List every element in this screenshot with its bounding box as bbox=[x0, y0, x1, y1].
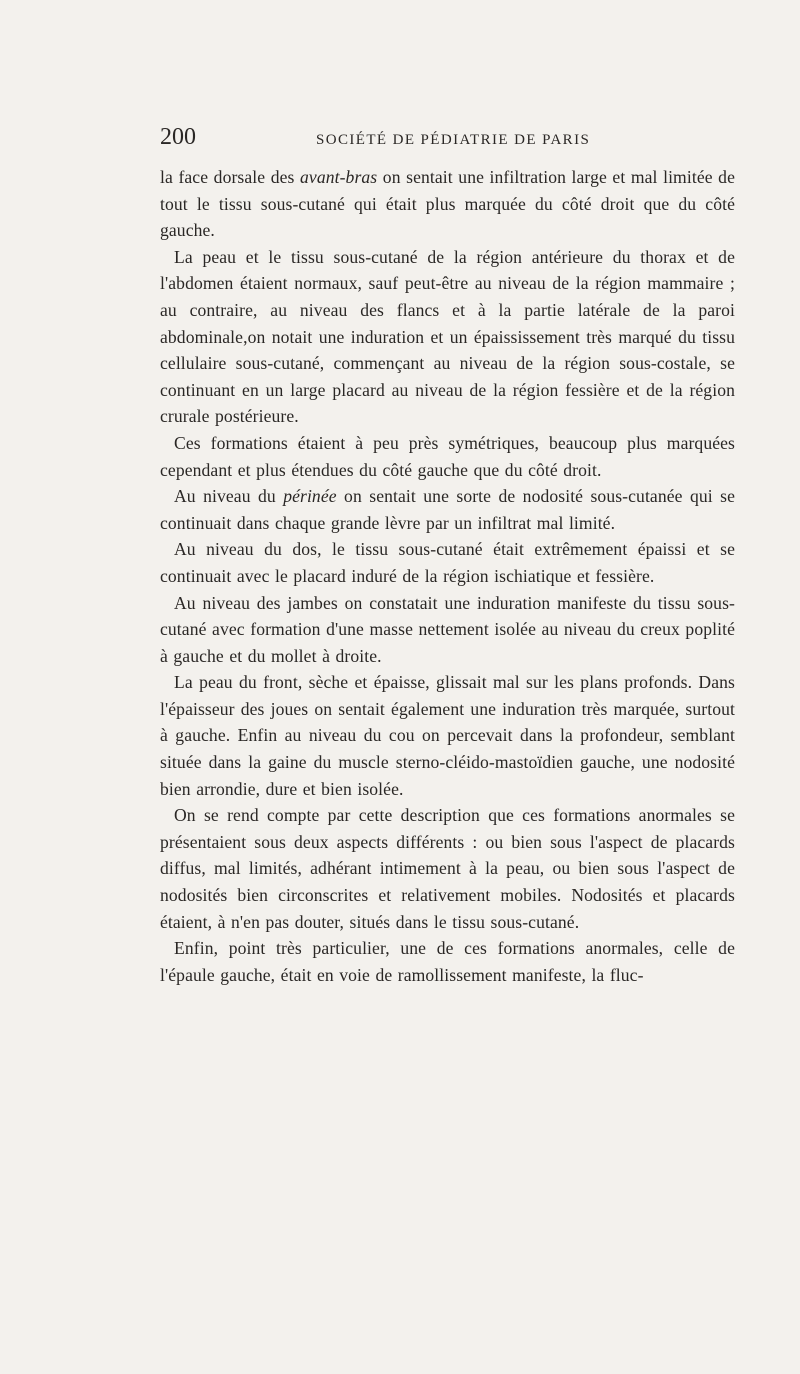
paragraph-shoulder: Enfin, point très particulier, une de ces formations anormales, celle de l'épaule gauche, était en voie de ramollissement manifeste, la fluc- bbox=[160, 938, 735, 985]
paragraph-face-neck: La peau du front, sèche et épaisse, glissait mal sur les plans profonds. Dans l'épaisseur des joues on sentait également une induration très marquée, surtout à gauche. Enfin au niveau du cou on percevait dans la profondeur, semblant située dans la gaine du muscle sterno-cléido-mastoïdien gauche, une nodosité bien arrondie, dure et bien isolée. bbox=[160, 672, 735, 799]
page-number: 200 bbox=[160, 124, 196, 150]
paragraph-legs: Au niveau des jambes on constatait une induration manifeste du tissu sous-cutané avec formation d'une masse nettement isolée au niveau du creux poplité à gauche et du mollet à droite. bbox=[160, 592, 735, 666]
paragraph-text: on sentait une sorte de nodosité sous-cutanée qui se continuait dans chaque grande lèvre par un infiltrat mal limité. bbox=[160, 486, 735, 533]
paragraph-text: la face dorsale des bbox=[160, 167, 301, 187]
paragraph-text: Au niveau du bbox=[174, 486, 284, 507]
body-text bbox=[160, 164, 735, 988]
paragraph-thorax-abdomen: La peau et le tissu sous-cutané de la région antérieure du thorax et de l'abdomen étaient normaux, sauf peut-être au niveau de la région mammaire ; au contraire, au niveau des flancs et à la partie latérale de la paroi abdominale,on notait une induration et un épaississement très marqué du tissu cellulaire sous-cutané, commençant au niveau de la région sous-costale, se continuant en un large placard au niveau de la région fessière et de la région crurale postérieure. bbox=[160, 246, 735, 427]
running-title: SOCIÉTÉ DE PÉDIATRIE DE PARIS bbox=[316, 132, 591, 148]
emphasis-perineum: périnée bbox=[283, 486, 337, 507]
page-header bbox=[160, 124, 735, 154]
emphasis-forearms: avant-bras bbox=[300, 167, 378, 187]
paragraph-forearms bbox=[160, 164, 735, 244]
paragraph-perineum bbox=[160, 483, 735, 536]
paragraph-symmetry: Ces formations étaient à peu près symétriques, beaucoup plus marquées cependant et plus étendues du côté gauche que du côté droit. bbox=[160, 432, 735, 480]
paragraph-text: on sentait une infiltration large et mal limitée de tout le tissu sous-cutané qui était plus marquée du côté droit que du côté gauche. bbox=[160, 167, 735, 241]
paragraph-summary: On se rend compte par cette description que ces formations anormales se présentaient sous deux aspects différents : ou bien sous l'aspect de placards diffus, mal limités, adhérant intimement à la peau, ou bien sous l'aspect de nodosités bien circonscrites et relativement mobiles. Nodosités et placards étaient, à n'en pas douter, situés dans le tissu sous-cutané. bbox=[160, 805, 735, 932]
paragraph-back: Au niveau du dos, le tissu sous-cutané était extrêmement épaissi et se continuait avec le placard induré de la région ischiatique et fessière. bbox=[160, 539, 735, 586]
